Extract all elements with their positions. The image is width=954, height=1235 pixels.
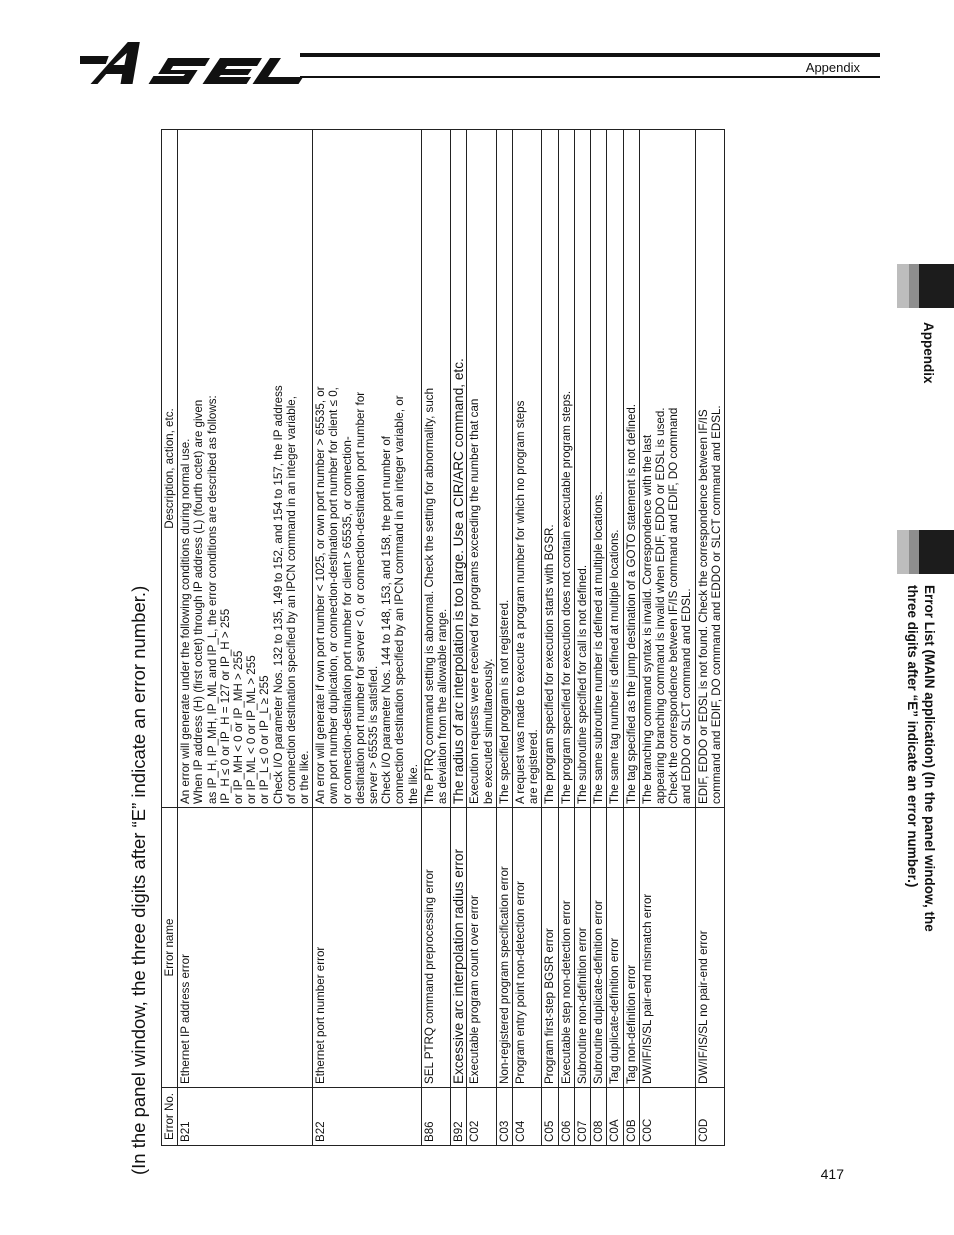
section-label: Appendix	[805, 60, 860, 75]
error-code-cell: C08	[591, 1088, 607, 1146]
description-line: Execution requests were received for programs exceeding the number that can	[468, 398, 482, 804]
error-code-cell: C02	[467, 1088, 496, 1146]
description-line: appearing branching command is invalid when EDIF, EDDO or EDSL is used.	[653, 407, 667, 804]
table-header-row	[162, 130, 178, 1146]
description-line: The program specified for execution does not contain executable program steps.	[559, 390, 573, 804]
error-description-cell	[542, 130, 558, 808]
svg-text:ASEL: ASEL	[80, 36, 83, 37]
error-code-cell: B86	[421, 1088, 450, 1146]
error-name-cell: DW/IF/IS/SL no pair-end error	[695, 808, 724, 1088]
description-line: Check the correspondence between IF/IS command and EDIF, DO command	[667, 407, 681, 804]
description-line: own port number duplication, or connection-destination port number for client ≤ 0,	[327, 387, 341, 804]
description-line: The radius of arc interpolation is too large. Use a CIR/ARC command, etc.	[451, 358, 467, 804]
description-line: or IP_MH < 0 or IP_MH > 255	[232, 650, 246, 804]
side-tab-title-line-1: Error List (MAIN application) (In the panel window, the	[922, 585, 937, 932]
error-name-cell: Excessive arc interpolation radius error	[451, 808, 467, 1088]
table-row	[574, 130, 590, 1146]
error-code-cell: C0D	[695, 1088, 724, 1146]
description-line: When IP address (H) (first octet) through IP address (L) (fourth octet) are given	[192, 399, 206, 804]
error-description-cell	[591, 130, 607, 808]
header-rule-thick	[300, 53, 880, 57]
description-line: A request was made to execute a program number for which no program steps	[514, 400, 528, 804]
error-name-cell: SEL PTRQ command preprocessing error	[421, 808, 450, 1088]
table-row	[178, 130, 313, 1146]
description-line: The specified program is not registered.	[497, 599, 511, 804]
error-code-cell: C0C	[639, 1088, 695, 1146]
description-line: An error will generate under the following conditions during normal use.	[179, 438, 193, 804]
description-line: command and EDIF, DO command and EDDO or SLCT command and EDSL.	[709, 405, 723, 804]
description-line: An error will generate if own port number < 1025, or own port number > 65535, or	[314, 386, 328, 804]
description-line: The PTRQ command setting is abnormal. Check the setting for abnormality, such	[422, 387, 436, 804]
description-line: The program specified for execution starts with BGSR.	[543, 524, 557, 804]
error-code-cell: B92	[451, 1088, 467, 1146]
description-line: of connection destination specified by an IPCN command in an integer variable,	[284, 396, 298, 804]
error-description-cell	[558, 130, 574, 808]
table-row	[313, 130, 422, 1146]
header-error-no: Error No.	[162, 1088, 178, 1146]
error-code-cell: C07	[574, 1088, 590, 1146]
description-line: or the like.	[298, 750, 312, 804]
table-row	[513, 130, 542, 1146]
side-tab-appendix-label: Appendix	[921, 322, 936, 384]
error-name-cell: Subroutine non-definition error	[574, 808, 590, 1088]
description-line: Check I/O parameter Nos. 132 to 135, 149 to 152, and 154 to 157, the IP address	[271, 385, 285, 804]
error-name-cell: Ethernet port number error	[313, 808, 422, 1088]
description-line: as deviation from the allowable range.	[436, 608, 450, 804]
header-error-name: Error name	[162, 808, 178, 1088]
error-name-cell: Tag duplicate-definition error	[607, 808, 623, 1088]
error-name-cell: Subroutine duplicate-definition error	[591, 808, 607, 1088]
description-line: The branching command syntax is invalid. Correspondence with the last	[640, 434, 654, 804]
error-name-cell: Ethernet IP address error	[178, 808, 313, 1088]
header-rule-thin	[300, 76, 880, 78]
description-line: The same subroutine number is defined at multiple locations.	[592, 491, 606, 804]
description-line: be executed simultaneously.	[481, 658, 495, 804]
table-row	[542, 130, 558, 1146]
error-description-cell	[574, 130, 590, 808]
error-name-cell: Tag non-definition error	[623, 808, 639, 1088]
description-line: Check I/O parameter Nos. 144 to 148, 153, and 158, the port number of	[380, 436, 394, 804]
description-line: The subroutine specified for call is not defined.	[575, 564, 589, 804]
error-description-cell	[467, 130, 496, 808]
error-code-cell: C0A	[607, 1088, 623, 1146]
description-line: or connection-destination port number for client > 65535, or connection-	[340, 436, 354, 804]
side-tab-error-list-title	[904, 585, 938, 932]
description-line: or IP_L ≤ 0 or IP_L ≥ 255	[258, 675, 272, 804]
description-line: EDIF, EDDO or EDSL is not found. Check the correspondence between IF/IS	[696, 409, 710, 804]
error-code-cell: C05	[542, 1088, 558, 1146]
error-description-cell	[451, 130, 467, 808]
side-tab-1	[897, 264, 954, 308]
error-code-cell: C03	[496, 1088, 512, 1146]
header-description: Description, action, etc.	[162, 130, 178, 808]
description-line: and EDDO or SLCT command and EDSL.	[680, 588, 694, 804]
error-name-cell: DW/IF/IS/SL pair-end mismatch error	[639, 808, 695, 1088]
description-line: The tag specified as the jump destination of a GOTO statement is not defined.	[624, 404, 638, 804]
table-row	[421, 130, 450, 1146]
error-description-cell	[513, 130, 542, 808]
side-tab-title-line-2: three digits after “E” indicate an error number.)	[905, 585, 920, 888]
asel-logo	[80, 36, 320, 88]
error-table-container	[161, 130, 859, 1146]
description-line: destination port number for server < 0, or connection-destination port number for	[353, 391, 367, 804]
description-line: as IP_H, IP_MH, IP_ML and IP_L, the error conditions are described as follows:	[205, 395, 219, 804]
error-description-cell	[623, 130, 639, 808]
description-line: IP_H ≤ 0 or IP_H = 127 or IP_H > 255	[218, 608, 232, 804]
error-code-cell: C04	[513, 1088, 542, 1146]
error-code-cell: C0B	[623, 1088, 639, 1146]
table-caption: (In the panel window, the three digits after “E” indicate an error number.)	[128, 585, 149, 1175]
table-row	[558, 130, 574, 1146]
table-row	[451, 130, 467, 1146]
description-line: or IP_ML < 0 or IP_ML > 255	[245, 655, 259, 804]
error-name-cell: Executable program count over error	[467, 808, 496, 1088]
error-name-cell: Program entry point non-detection error	[513, 808, 542, 1088]
error-name-cell: Program first-step BGSR error	[542, 808, 558, 1088]
error-description-cell	[313, 130, 422, 808]
error-table	[161, 129, 725, 1146]
side-tab-2	[897, 530, 954, 574]
error-name-cell: Executable step non-detection error	[558, 808, 574, 1088]
table-row	[496, 130, 512, 1146]
page-number: 417	[820, 1166, 844, 1182]
description-line: server > 65535 is satisfied.	[367, 665, 381, 804]
description-line: are registered.	[527, 729, 541, 804]
error-code-cell: C06	[558, 1088, 574, 1146]
error-description-cell	[639, 130, 695, 808]
table-row	[623, 130, 639, 1146]
error-code-cell: B22	[313, 1088, 422, 1146]
table-row	[607, 130, 623, 1146]
error-description-cell	[695, 130, 724, 808]
error-code-cell: B21	[178, 1088, 313, 1146]
table-row	[639, 130, 695, 1146]
table-row	[591, 130, 607, 1146]
table-row	[695, 130, 724, 1146]
error-description-cell	[607, 130, 623, 808]
error-description-cell	[421, 130, 450, 808]
error-name-cell: Non-registered program specification error	[496, 808, 512, 1088]
error-description-cell	[178, 130, 313, 808]
description-line: The same tag number is defined at multiple locations.	[608, 529, 622, 804]
description-line: connection destination specified by an IPCN command in an integer variable, or	[393, 395, 407, 804]
description-line: the like.	[406, 764, 420, 804]
error-description-cell	[496, 130, 512, 808]
table-row	[467, 130, 496, 1146]
